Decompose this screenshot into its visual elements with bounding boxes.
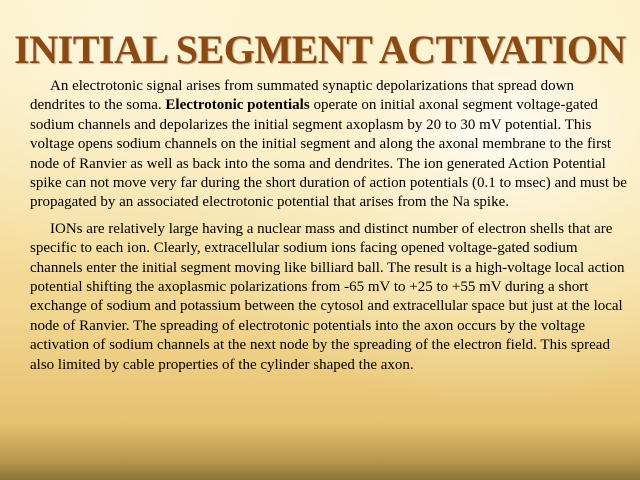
paragraph-1-bold-term: Electrotonic potentials — [165, 97, 310, 114]
paragraph-1-rest: operate on initial axonal segment voltage-gated sodium channels and depolarizes the initial segment axoplasm by 20 to 30 mV potential. This voltage opens sodium channels on the initial segment and along the axonal membrane to the first node of Ranvier as well as back into the soma and dendrites. The ion generated Action Potential spike can not move very far during the short duration of action potentials (0.1 to msec) and must be propagated by an associated electrotonic potential that arises from the Na spike. — [30, 97, 627, 211]
paragraph-1-intro: An electrotonic signal arises from summated synaptic depolarizations that spread down dendrites to the soma. — [30, 78, 575, 114]
slide-body — [30, 77, 632, 382]
slide-title: INITIAL SEGMENT ACTIVATION — [14, 27, 626, 72]
paragraph-electrotonic — [30, 77, 632, 213]
paragraph-ions: IONs are relatively large having a nuclear mass and distinct number of electron shells that are specific to each ion. Clearly, extracellular sodium ions facing opened voltage-gated sodium channels enter the initial segment moving like billiard ball. The result is a high-voltage local action potential shifting the axoplasmic polarizations from -65 mV to +25 to +55 mV during a short exchange of sodium and potassium between the cytosol and extracellular space but just at the local node of Ranvier. The spreading of electrotonic potentials into the axon occurs by the voltage activation of sodium channels at the next node by the spreading of the electron field. This spread also limited by cable properties of the cylinder shaped the axon. — [30, 220, 625, 373]
